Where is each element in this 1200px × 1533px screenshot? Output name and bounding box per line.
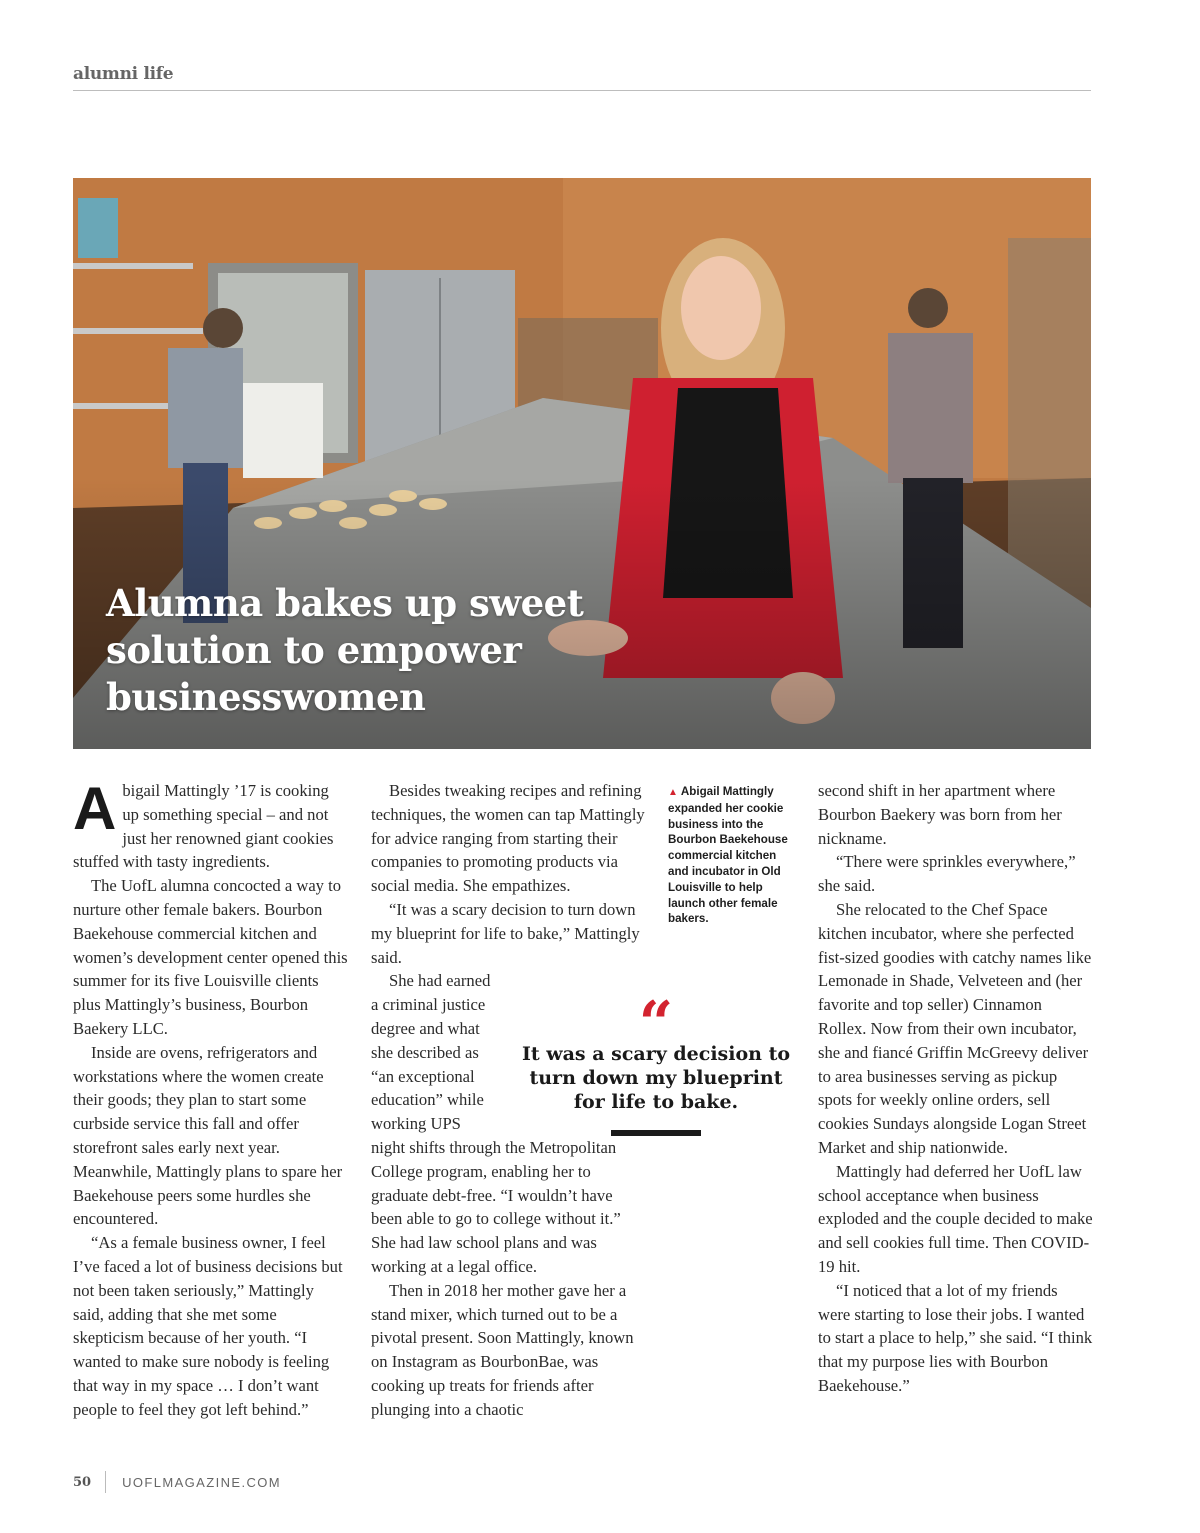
paragraph: “I noticed that a lot of my friends were starting to lose their jobs. I wanted to start a place to help,” she said. “I think that my purpose lies with Bourbon Baekehouse.” <box>818 1280 1093 1395</box>
paragraph: Besides tweaking recipes and refining techniques, the women can tap Mattingly for advice ranging from starting their companies to promoting products via social media. She empathizes. <box>371 781 645 896</box>
article-column-1 <box>73 775 348 1422</box>
page-footer <box>73 1472 281 1492</box>
paragraph: Abigail Mattingly ’17 is cooking up something special – and not just her renowned giant cookies stuffed with tasty ingredients. <box>73 775 334 872</box>
paragraph: The UofL alumna concocted a way to nurture other female bakers. Bourbon Baekehouse commercial kitchen and women’s development center opened this summer for its five Louisville clients plus Mattingly’s business, Bourbon Baekery LLC. <box>73 876 348 1038</box>
pull-quote-rule <box>611 1130 701 1136</box>
pull-quote-text: It was a scary decision to turn down my blueprint for life to bake. <box>521 1043 791 1113</box>
triangle-up-icon: ▲ <box>668 787 678 798</box>
section-label: alumni life <box>73 64 174 84</box>
paragraph: She had earned a criminal justice degree and what she described as “an exceptional education” while working UPS <box>371 971 491 1134</box>
section-divider <box>73 90 1091 91</box>
paragraph: Then in 2018 her mother gave her a stand mixer, which turned out to be a pivotal present. Soon Mattingly, known on Instagram as BourbonBae, was cooking up treats for friends after plunging into a chaotic <box>371 1280 634 1419</box>
page-number: 50 <box>73 1474 92 1490</box>
photo-caption: ▲ Abigail Mattingly expanded her cookie business into the Bourbon Baekehouse commercial kitchen and incubator in Old Louisville to help launch other female bakers. <box>668 785 788 926</box>
article-headline: Alumna bakes up sweet solution to empower businesswomen <box>106 581 584 719</box>
paragraph: “There were sprinkles everywhere,” she said. <box>818 852 1076 896</box>
drop-cap: A <box>73 775 117 842</box>
quote-mark-icon: “ <box>638 989 674 1059</box>
paragraph: “It was a scary decision to turn down my blueprint for life to bake,” Mattingly said. <box>371 899 640 967</box>
paragraph: Inside are ovens, refrigerators and workstations where the women create their goods; they plan to start some curbside service this fall and offer storefront sales early next year. Meanwhile, Mattingly plans to spare her Baekehouse peers some hurdles she encountered. <box>73 1042 343 1229</box>
paragraph-continued: night shifts through the Metropolitan College program, enabling her to graduate debt-free. “I wouldn’t have been able to go to college without it.” She had law school plans and was working at a legal office. <box>371 1137 621 1276</box>
paragraph: Mattingly had deferred her UofL law school acceptance when business exploded and the couple decided to make and sell cookies full time. Then COVID-19 hit. <box>818 1161 1093 1276</box>
paragraph: “As a female business owner, I feel I’ve faced a lot of business decisions but not been taken seriously,” Mattingly said, adding that she met some skepticism because of her youth. “I wanted to make sure nobody is feeling that way in my space … I don’t want people to feel they got left behind.” <box>73 1233 343 1419</box>
magazine-website-link[interactable]: UOFLMAGAZINE.COM <box>122 1474 281 1490</box>
article-column-4 <box>818 779 1093 1398</box>
pull-quote <box>520 989 792 1136</box>
paragraph-continued: second shift in her apartment where Bourbon Baekery was born from her nickname. <box>818 781 1062 848</box>
paragraph: She relocated to the Chef Space kitchen incubator, where she perfected fist-sized goodies with catchy names like Lemonade in Shade, Velveteen and (her favorite and top seller) Cinnamon Rollex. Now from their own incubator, she and fiancé Griffin McGreevy deliver to area businesses serving as pickup spots for weekly online orders, sell cookies Sundays alongside Logan Street Market and ship nationwide. <box>818 899 1092 1157</box>
footer-divider <box>105 1471 106 1493</box>
